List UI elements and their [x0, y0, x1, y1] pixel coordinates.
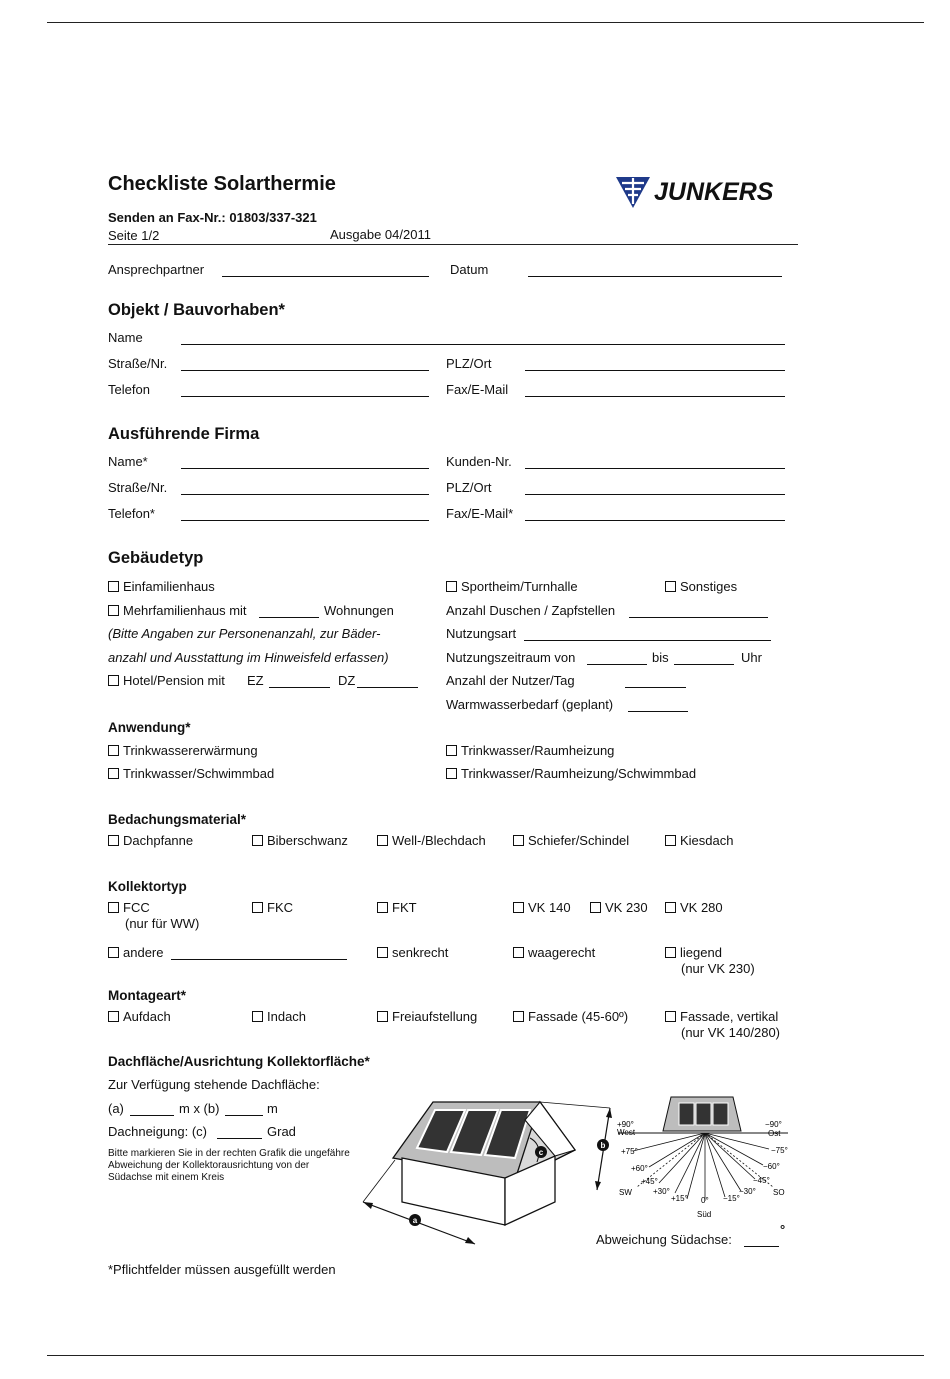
svg-text:JUNKERS: JUNKERS — [654, 178, 774, 206]
contact-person-field[interactable] — [222, 276, 429, 277]
svg-text:+90°: +90° — [617, 1120, 634, 1129]
nutzer-label: Anzahl der Nutzer/Tag — [446, 673, 575, 688]
zeitraum-bis-field[interactable] — [674, 664, 734, 665]
checkbox-fassade-45[interactable]: Fassade (45-60º) — [513, 1009, 628, 1024]
available-label: Zur Verfügung stehende Dachfläche: — [108, 1077, 320, 1092]
checkbox-anwendung-4[interactable]: Trinkwasser/Raumheizung/Schwimmbad — [446, 766, 696, 781]
wohnungen-label: Wohnungen — [324, 603, 394, 618]
zeitraum-von-field[interactable] — [587, 664, 647, 665]
nutzer-field[interactable] — [625, 687, 686, 688]
checkbox-anwendung-2[interactable]: Trinkwasser/Raumheizung — [446, 743, 614, 758]
checkbox-freiaufstellung[interactable]: Freiaufstellung — [377, 1009, 477, 1024]
section-anwendung: Anwendung* — [108, 720, 191, 735]
checkbox-biberschwanz[interactable]: Biberschwanz — [252, 833, 348, 848]
compass-diagram — [613, 1095, 793, 1223]
checkbox-vk280[interactable]: VK 280 — [665, 900, 723, 915]
objekt-fax-label: Fax/E-Mail — [446, 382, 509, 397]
degree-sign: ° — [780, 1222, 786, 1237]
date-field[interactable] — [528, 276, 782, 277]
objekt-street-label: Straße/Nr. — [108, 356, 168, 371]
nutzungsart-field[interactable] — [524, 640, 771, 641]
warmwasser-label: Warmwasserbedarf (geplant) — [446, 697, 614, 712]
objekt-phone-field[interactable] — [181, 396, 429, 397]
svg-text:SW: SW — [619, 1188, 632, 1197]
fax-number: Senden an Fax-Nr.: 01803/337-321 — [108, 210, 317, 225]
firma-street-label: Straße/Nr. — [108, 480, 168, 495]
checkbox-andere[interactable]: andere — [108, 945, 163, 960]
compass-icon — [613, 1095, 793, 1223]
objekt-plz-label: PLZ/Ort — [446, 356, 492, 371]
svg-text:b: b — [600, 1141, 606, 1150]
checkbox-blechdach[interactable]: Well-/Blechdach — [377, 833, 486, 848]
checkbox-indach[interactable]: Indach — [252, 1009, 306, 1024]
svg-text:+75°: +75° — [621, 1147, 638, 1156]
ausrichtung-hint-3: Südachse mit einem Kreis — [108, 1172, 225, 1183]
firma-plz-field[interactable] — [525, 494, 785, 495]
svg-text:+15°: +15° — [671, 1194, 688, 1203]
checkbox-efh[interactable]: Einfamilienhaus — [108, 579, 215, 594]
objekt-name-label: Name — [108, 330, 143, 345]
zeitraum-label: Nutzungszeitraum von — [446, 650, 576, 665]
firma-customer-label: Kunden-Nr. — [446, 454, 512, 469]
firma-fax-field[interactable] — [525, 520, 785, 521]
svg-text:SO: SO — [773, 1188, 785, 1197]
checkbox-liegend[interactable]: liegend — [665, 945, 722, 960]
ez-label: EZ — [247, 673, 264, 688]
fassade-note: (nur VK 140/280) — [681, 1025, 781, 1040]
svg-text:+30°: +30° — [653, 1187, 670, 1196]
neigung-label: Dachneigung: (c) — [108, 1124, 207, 1139]
checkbox-fkt[interactable]: FKT — [377, 900, 417, 915]
checkbox-mfh[interactable]: Mehrfamilienhaus mit — [108, 603, 247, 618]
svg-text:−45°: −45° — [753, 1176, 770, 1185]
objekt-name-field[interactable] — [181, 344, 785, 345]
junkers-logo — [616, 174, 801, 210]
checkbox-senkrecht[interactable]: senkrecht — [377, 945, 448, 960]
svg-text:−75°: −75° — [771, 1146, 788, 1155]
firma-name-label: Name* — [108, 454, 148, 469]
objekt-fax-field[interactable] — [525, 396, 785, 397]
firma-name-field[interactable] — [181, 468, 429, 469]
svg-text:0°: 0° — [701, 1196, 709, 1205]
firma-plz-label: PLZ/Ort — [446, 480, 492, 495]
gebaeude-hint-1: (Bitte Angaben zur Personenanzahl, zur Bäder- — [108, 626, 381, 641]
objekt-street-field[interactable] — [181, 370, 429, 371]
house-diagram — [355, 1090, 620, 1250]
svg-text:a: a — [412, 1216, 418, 1225]
checkbox-schiefer[interactable]: Schiefer/Schindel — [513, 833, 629, 848]
section-gebaeude: Gebäudetyp — [108, 549, 204, 567]
warmwasser-field[interactable] — [628, 711, 688, 712]
firma-fax-label: Fax/E-Mail* — [446, 506, 514, 521]
duschen-field[interactable] — [629, 617, 768, 618]
checkbox-anwendung-3[interactable]: Trinkwasser/Schwimmbad — [108, 766, 274, 781]
firma-customer-field[interactable] — [525, 468, 785, 469]
checkbox-anwendung-1[interactable]: Trinkwassererwärmung — [108, 743, 258, 758]
andere-field[interactable] — [171, 959, 347, 960]
checkbox-sonstiges[interactable]: Sonstiges — [665, 579, 737, 594]
page-number: Seite 1/2 — [108, 228, 160, 243]
house-icon — [355, 1090, 620, 1250]
section-firma: Ausführende Firma — [108, 425, 260, 443]
abweichung-field[interactable] — [744, 1246, 779, 1247]
gebaeude-hint-2: anzahl und Ausstattung im Hinweisfeld erfassen) — [108, 650, 389, 665]
svg-text:−30°: −30° — [739, 1187, 756, 1196]
svg-text:Ost: Ost — [768, 1129, 781, 1138]
checkbox-sport[interactable]: Sportheim/Turnhalle — [446, 579, 578, 594]
abweichung-label: Abweichung Südachse: — [596, 1232, 732, 1247]
fcc-note: (nur für WW) — [125, 916, 200, 931]
checkbox-kiesdach[interactable]: Kiesdach — [665, 833, 733, 848]
dz-label: DZ — [338, 673, 356, 688]
firma-street-field[interactable] — [181, 494, 429, 495]
contact-person-label: Ansprechpartner — [108, 262, 205, 277]
junkers-logo-icon — [616, 174, 801, 210]
checkbox-vk140[interactable]: VK 140 — [513, 900, 571, 915]
top-rule — [47, 22, 924, 23]
liegend-note: (nur VK 230) — [681, 961, 755, 976]
mx-label: m x (b) — [179, 1101, 220, 1116]
firma-phone-field[interactable] — [181, 520, 429, 521]
checkbox-fcc[interactable]: FCC — [108, 900, 150, 915]
svg-text:+60°: +60° — [631, 1164, 648, 1173]
objekt-plz-field[interactable] — [525, 370, 785, 371]
neigung-field[interactable] — [217, 1138, 262, 1139]
duschen-label: Anzahl Duschen / Zapfstellen — [446, 603, 616, 618]
section-montage: Montageart* — [108, 988, 187, 1003]
page-title: Checkliste Solarthermie — [108, 173, 336, 195]
ausrichtung-hint-2: Abweichung der Kollektorausrichtung von der — [108, 1160, 310, 1171]
uhr-label: Uhr — [741, 650, 762, 665]
section-objekt: Objekt / Bauvorhaben* — [108, 301, 285, 319]
svg-text:c: c — [538, 1148, 544, 1157]
ez-field[interactable] — [269, 687, 330, 688]
bottom-rule — [47, 1355, 924, 1356]
section-kollektor: Kollektortyp — [108, 879, 187, 894]
svg-text:−15°: −15° — [723, 1194, 740, 1203]
section-ausrichtung: Dachfläche/Ausrichtung Kollektorfläche* — [108, 1054, 370, 1069]
grad-label: Grad — [267, 1124, 296, 1139]
firma-phone-label: Telefon* — [108, 506, 155, 521]
checkbox-box[interactable] — [108, 581, 119, 592]
required-note: *Pflichtfelder müssen ausgefüllt werden — [108, 1262, 336, 1277]
checkbox-hotel[interactable]: Hotel/Pension mit — [108, 673, 225, 688]
nutzungsart-label: Nutzungsart — [446, 626, 517, 641]
objekt-phone-label: Telefon — [108, 382, 150, 397]
checkbox-waagerecht[interactable]: waagerecht — [513, 945, 595, 960]
edition: Ausgabe 04/2011 — [330, 227, 431, 242]
a-field[interactable] — [130, 1115, 174, 1116]
b-field[interactable] — [225, 1115, 263, 1116]
bis-label: bis — [652, 650, 669, 665]
checkbox-fassade-vertikal[interactable]: Fassade, vertikal — [665, 1009, 778, 1024]
svg-text:West: West — [617, 1128, 636, 1137]
checkbox-vk230[interactable]: VK 230 — [590, 900, 648, 915]
section-dach: Bedachungsmaterial* — [108, 812, 247, 827]
checkbox-aufdach[interactable]: Aufdach — [108, 1009, 171, 1024]
checkbox-fkc[interactable]: FKC — [252, 900, 293, 915]
svg-text:−60°: −60° — [763, 1162, 780, 1171]
svg-text:Süd: Süd — [697, 1210, 712, 1219]
ausrichtung-hint-1: Bitte markieren Sie in der rechten Grafik die ungefähre — [108, 1148, 350, 1159]
svg-text:−90°: −90° — [765, 1120, 782, 1129]
header-rule — [108, 244, 798, 245]
date-label: Datum — [450, 262, 489, 277]
checkbox-dachpfanne[interactable]: Dachpfanne — [108, 833, 193, 848]
svg-text:+45°: +45° — [641, 1177, 658, 1186]
dz-field[interactable] — [357, 687, 418, 688]
a-label: (a) — [108, 1101, 124, 1116]
m-label: m — [267, 1101, 278, 1116]
wohnungen-field[interactable] — [259, 617, 319, 618]
